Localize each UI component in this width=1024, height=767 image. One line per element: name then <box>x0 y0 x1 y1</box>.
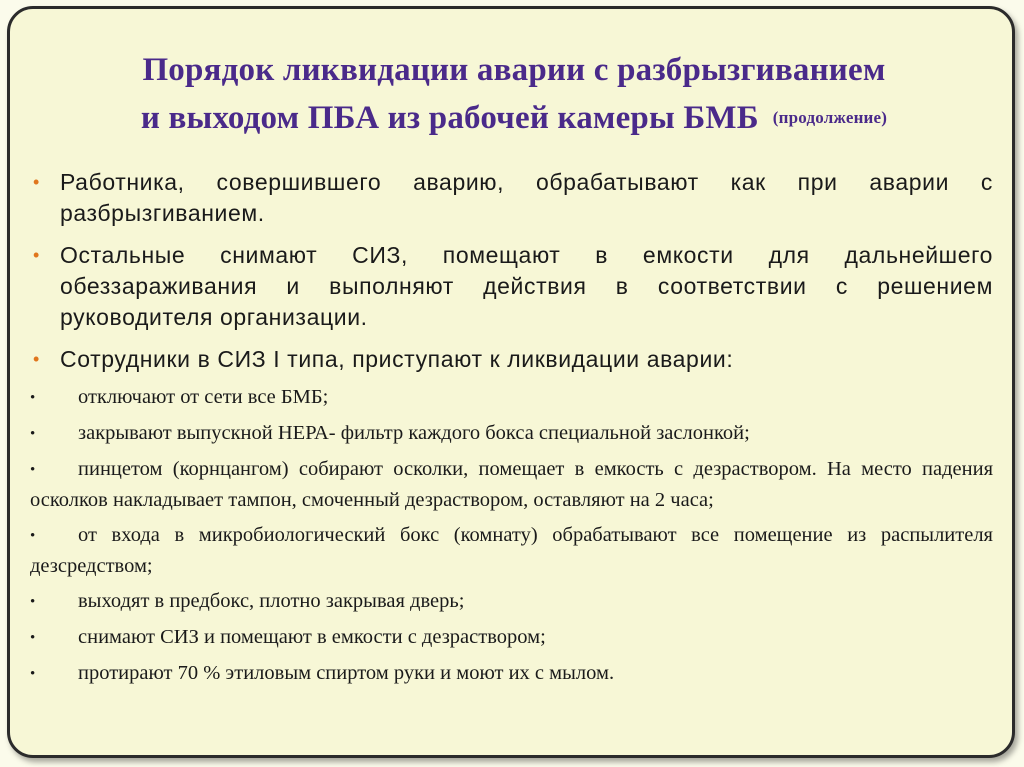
sub-list-item-text: закрывают выпускной НЕРА- фильтр каждого бокса специальной заслонкой; <box>78 422 750 444</box>
bullet-icon: • <box>33 349 40 369</box>
bullet-icon: • <box>30 666 36 682</box>
sub-list-item <box>30 418 993 449</box>
list-item-text: Работника, совершившего аварию, обрабатывают как при аварии с разбрызгиванием. <box>60 169 993 226</box>
sub-list-item-text: от входа в микробиологический бокс (комнату) обрабатывают все помещение из распылителя дезсредством; <box>30 524 993 577</box>
sub-list-item <box>30 622 993 653</box>
list-item <box>30 167 993 229</box>
sub-list-item <box>30 454 993 515</box>
slide-frame <box>7 6 1015 758</box>
title-line-1: Порядок ликвидации аварии с разбрызгиванием <box>142 52 886 88</box>
slide-body <box>30 167 993 694</box>
title-line-2-text: и выходом ПБА из рабочей камеры БМБ <box>140 100 759 136</box>
sub-list-item-text: протирают 70 % этиловым спиртом руки и моют их с мылом. <box>78 662 615 684</box>
sub-list-item <box>30 520 993 581</box>
bullet-icon: • <box>30 528 36 544</box>
sub-list-item-text: пинцетом (корнцангом) собирают осколки, помещает в емкость с дезраствором. На место падения осколков накладывает тампон, смоченный дезраствором, оставляют на 2 часа; <box>30 458 993 511</box>
list-item <box>30 344 993 375</box>
sub-list-item <box>30 382 993 413</box>
bullet-icon: • <box>30 390 36 406</box>
list-item <box>30 240 993 333</box>
title-line-2 <box>10 94 1018 142</box>
bullet-icon: • <box>30 630 36 646</box>
sub-list-item <box>30 658 993 689</box>
bullet-icon: • <box>33 245 40 265</box>
sub-list-item-text: снимают СИЗ и помещают в емкости с дезраствором; <box>78 626 546 648</box>
sub-list-item <box>30 586 993 617</box>
bullet-icon: • <box>30 462 36 478</box>
list-item-text: Остальные снимают СИЗ, помещают в емкости для дальнейшего обеззараживания и выполняют действия в соответствии с решением руководителя организации. <box>60 242 993 330</box>
bullet-icon: • <box>30 426 36 442</box>
bullet-icon: • <box>33 172 40 192</box>
sub-list-item-text: отключают от сети все БМБ; <box>78 386 329 408</box>
bullet-icon: • <box>30 594 36 610</box>
list-item-text: Сотрудники в СИЗ I типа, приступают к ликвидации аварии: <box>60 346 734 372</box>
title-continuation: (продолжение) <box>772 108 888 127</box>
slide-title <box>10 47 1018 142</box>
sub-list-item-text: выходят в предбокс, плотно закрывая дверь; <box>78 590 465 612</box>
